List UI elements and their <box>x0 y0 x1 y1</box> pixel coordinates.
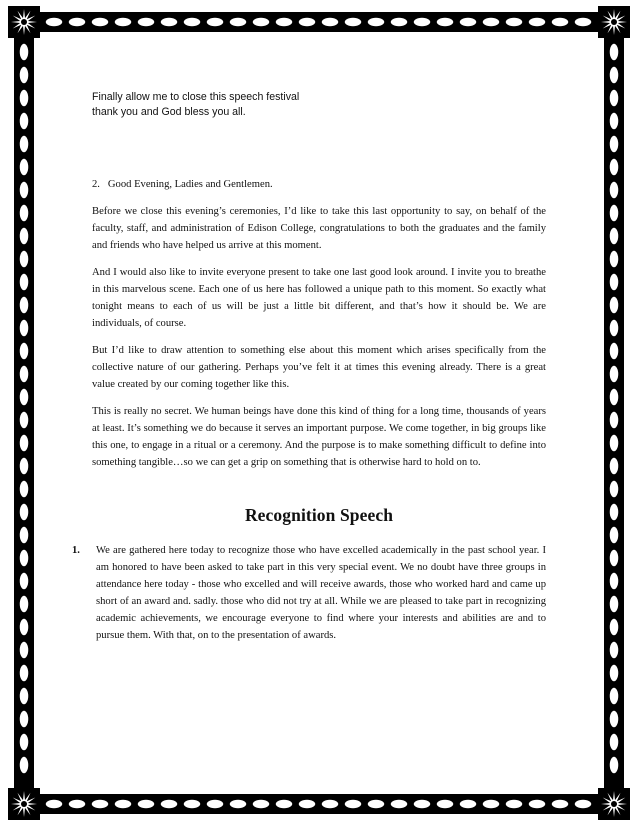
chain-link <box>19 365 29 383</box>
starburst-center <box>611 19 617 25</box>
chain-link <box>436 17 454 27</box>
chain-link <box>413 17 431 27</box>
chain-link <box>114 17 132 27</box>
chain-link <box>19 595 29 613</box>
chain-link <box>91 17 109 27</box>
starburst-center <box>21 801 27 807</box>
speech-2-paragraph: Before we close this evening’s ceremonies, I’d like to take this last opportunity to say, on behalf of the faculty, staff, and administration of Edison College, congratulations to both the graduates and the family and friends who have helped us arrive at this moment. <box>92 206 546 251</box>
chain-link <box>609 342 619 360</box>
chain-link <box>609 296 619 314</box>
chain-link <box>390 17 408 27</box>
chain-link <box>609 365 619 383</box>
chain-link <box>19 112 29 130</box>
chain-link <box>19 733 29 751</box>
chain-link <box>609 595 619 613</box>
chain-link <box>19 66 29 84</box>
recognition-item-number: 1. <box>72 545 80 556</box>
chain-link <box>19 756 29 774</box>
chain-link <box>505 17 523 27</box>
chain-link <box>45 799 63 809</box>
chain-link <box>609 411 619 429</box>
chain-link <box>229 17 247 27</box>
chain-link <box>609 204 619 222</box>
chain-link <box>183 799 201 809</box>
chain-link <box>160 799 178 809</box>
chain-link <box>609 618 619 636</box>
chain-link <box>19 641 29 659</box>
chain-link <box>206 17 224 27</box>
chain-link <box>609 526 619 544</box>
speech-2-paragraph: But I’d like to draw attention to something else about this moment which arises specifically from the collective nature of our gathering. Perhaps you’ve felt it at times this evening already. There is a great value created by our coming together like this. <box>92 345 546 390</box>
starburst-center <box>611 801 617 807</box>
speech-2-paragraph: This is really no secret. We human beings have done this kind of thing for a long time, thousands of years at least. It’s something we do because it serves an important purpose. We come together, in big groups like this one, to engage in a ritual or a ceremony. And the purpose is to make something difficult to define into something tangible…so we can get a grip on something that is otherwise hard to hold on to. <box>92 406 546 468</box>
chain-link <box>482 799 500 809</box>
chain-link <box>19 618 29 636</box>
chain-link <box>609 227 619 245</box>
chain-link <box>19 480 29 498</box>
chain-link <box>68 799 86 809</box>
chain-link <box>609 43 619 61</box>
chain-link <box>19 319 29 337</box>
chain-link <box>160 17 178 27</box>
recognition-speech-title: Recognition Speech <box>244 505 394 525</box>
closing-line-2: thank you and God bless you all. <box>92 106 246 118</box>
page-content <box>72 90 546 644</box>
chain-link <box>609 687 619 705</box>
chain-link <box>19 687 29 705</box>
chain-link <box>321 17 339 27</box>
chain-link <box>275 799 293 809</box>
chain-link <box>137 799 155 809</box>
chain-link <box>528 799 546 809</box>
chain-link <box>344 17 362 27</box>
chain-link <box>19 710 29 728</box>
chain-link <box>275 17 293 27</box>
chain-link <box>19 388 29 406</box>
chain-link <box>19 135 29 153</box>
chain-link <box>528 17 546 27</box>
chain-link <box>298 17 316 27</box>
chain-link <box>609 388 619 406</box>
chain-link <box>609 503 619 521</box>
chain-link <box>19 204 29 222</box>
chain-link <box>609 756 619 774</box>
chain-link <box>344 799 362 809</box>
chain-link <box>609 434 619 452</box>
chain-link <box>609 480 619 498</box>
chain-link <box>19 158 29 176</box>
chain-link <box>19 503 29 521</box>
chain-link <box>609 319 619 337</box>
closing-remarks <box>92 90 546 120</box>
chain-link <box>609 273 619 291</box>
chain-link <box>206 799 224 809</box>
chain-link <box>482 17 500 27</box>
chain-link <box>19 342 29 360</box>
chain-link <box>114 799 132 809</box>
chain-link <box>574 799 592 809</box>
chain-link <box>91 799 109 809</box>
starburst-center <box>21 19 27 25</box>
closing-line-1: Finally allow me to close this speech festival <box>92 91 300 103</box>
chain-link <box>413 799 431 809</box>
chain-link <box>137 17 155 27</box>
chain-link <box>19 43 29 61</box>
chain-link <box>609 641 619 659</box>
chain-link <box>19 181 29 199</box>
chain-link <box>609 66 619 84</box>
chain-link <box>609 250 619 268</box>
speech-2-heading: 2. Good Evening, Ladies and Gentlemen. <box>92 179 273 190</box>
chain-link <box>574 17 592 27</box>
chain-link <box>298 799 316 809</box>
chain-link <box>252 799 270 809</box>
chain-link <box>551 17 569 27</box>
recognition-item-text: We are gathered here today to recognize those who have excelled academically in the past school year. I am honored to have been asked to take part in this very special event. We no doubt have three groups in attendance here today - those who excelled and will receive awards, those who worked hard and came up short of an award and. sadly. those who did not try at all. While we are pleased to take part in recognizing academic achievements, we encourage everyone to find where your interests and abilities are and to pursue them. With that, on to the presentation of awards. <box>96 545 546 641</box>
chain-link <box>68 17 86 27</box>
chain-link <box>459 799 477 809</box>
chain-link <box>609 89 619 107</box>
chain-link <box>505 799 523 809</box>
chain-link <box>436 799 454 809</box>
chain-link <box>19 411 29 429</box>
chain-link <box>609 572 619 590</box>
chain-link <box>19 572 29 590</box>
chain-link <box>19 434 29 452</box>
chain-link <box>551 799 569 809</box>
chain-link <box>609 181 619 199</box>
chain-link <box>367 799 385 809</box>
speech-2-paragraph: And I would also like to invite everyone present to take one last good look around. I invite you to breathe in this marvelous scene. Each one of us here has followed a unique path to this moment. So exactly what tonight means to each of us will be just a little bit different, and that’s how it should be. We are individuals, of course. <box>92 267 546 329</box>
chain-link <box>609 457 619 475</box>
chain-link <box>19 227 29 245</box>
chain-link <box>19 549 29 567</box>
chain-link <box>19 273 29 291</box>
chain-link <box>609 549 619 567</box>
chain-link <box>459 17 477 27</box>
chain-link <box>19 296 29 314</box>
chain-link <box>183 17 201 27</box>
chain-link <box>367 17 385 27</box>
chain-link <box>609 158 619 176</box>
chain-link <box>19 457 29 475</box>
chain-link <box>321 799 339 809</box>
chain-link <box>19 89 29 107</box>
chain-link <box>19 526 29 544</box>
chain-link <box>229 799 247 809</box>
chain-link <box>609 733 619 751</box>
chain-link <box>609 135 619 153</box>
chain-link <box>45 17 63 27</box>
chain-link <box>252 17 270 27</box>
chain-link <box>390 799 408 809</box>
chain-link <box>19 250 29 268</box>
chain-link <box>609 710 619 728</box>
chain-link <box>609 112 619 130</box>
chain-link <box>19 664 29 682</box>
chain-link <box>609 664 619 682</box>
recognition-item <box>72 542 546 644</box>
